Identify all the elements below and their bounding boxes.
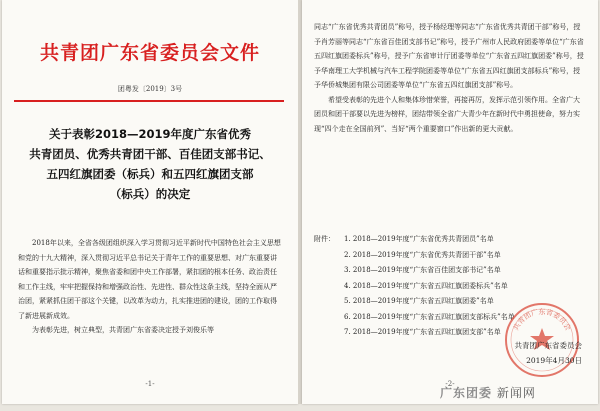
paragraph: 为表彰先进，树立典型，共青团广东省委决定授予刘俊乐等 [32, 326, 214, 334]
document-title [2, 124, 298, 204]
page-1 [2, 0, 298, 404]
paragraph: 2018年以来，全省各级团组织深入学习贯彻习近平新时代中国特色社会主义思想和党的十九大精神，深入贯彻习近平总书记关于青年工作的重要思想、对广东重要讲话和重要指示批示精神，聚焦省委和团中央工作部署，紧扣团的根本任务、政治责任和工作主线，牢牢把握保持和增强政治性、先进性、群众性这条主线，坚持全面从严治团，紧紧抓住团干部这个关键，以改革为动力，扎实推进团的建设，团的工作取得了新进展新成效。 [18, 239, 281, 320]
source-watermark [440, 384, 536, 401]
paragraph: 希望受表彰的先进个人和集体珍惜荣誉，再接再厉，发挥示范引领作用。全省广大团员和团干部要以先进为榜样，团结带领全省广大青少年在新时代中勇担使命，努力实现“四个走在全国前列”、当好“两个重要窗口”作出新的更大贡献。 [314, 95, 580, 133]
attachment-label: 附件： [314, 235, 335, 243]
body-text [314, 20, 586, 136]
page-number: -2- [445, 380, 455, 388]
title-line: 关于表彰2018—2019年度广东省优秀 [48, 127, 251, 141]
red-divider-line [14, 100, 284, 102]
document-header: 共青团广东省委员会文件 [39, 42, 260, 64]
signature-block [452, 338, 582, 368]
attachment-item: 3. 2018—2019年度“广东省百佳团支部书记”名单 [344, 266, 501, 274]
paragraph: 同志“广东省优秀共青团员”称号，授予杨经理等同志“广东省优秀共青团干部”称号，授予肖芳丽等同志“广东省百佳团支部书记”称号，授予广州市人民政府团委等单位“广东省五四红旗团委标兵”称号，授予广东省审计厅团委等单位“广东省五四红旗团委”称号，授予华南理工大学机械与汽车工程学院团委等单位“广东省五四红旗团支部标兵”称号，授予华侨城集团有限公司团委等单位“广东省五四红旗团支部”称号。 [314, 23, 584, 89]
title-line: 五四红旗团委（标兵）和五四红旗团支部 [46, 167, 254, 181]
page-number: -1- [145, 380, 155, 388]
issuer-name: 共青团广东省委员会 [514, 341, 582, 350]
title-line: 共青团员、优秀共青团干部、百佳团支部书记、 [29, 147, 271, 161]
seal-text: 共青团广东省委员会 [512, 308, 572, 332]
issue-date: 2019年4月30日 [526, 356, 582, 365]
body-text [18, 236, 282, 338]
attachment-item: 附件： 1. 2018—2019年度“广东省优秀共青团员”名单 [314, 232, 586, 248]
attachment-item: 2. 2018—2019年度“广东省优秀共青团干部”名单 [344, 250, 501, 259]
watermark-site: 新闻网 [496, 386, 536, 400]
title-line: （标兵）的决定 [109, 187, 191, 201]
attachment-item: 6. 2018—2019年度“广东省五四红旗团支部标兵”名单 [344, 312, 515, 321]
page-2 [302, 0, 598, 404]
attachment-item: 5. 2018—2019年度“广东省五四红旗团委”名单 [344, 297, 494, 305]
document-number: 团粤发〔2019〕3号 [117, 85, 183, 93]
attachment-item: 7. 2018—2019年度“广东省五四红旗团支部”名单 [344, 328, 501, 336]
watermark-logo: 广东团委 [440, 386, 493, 400]
attachment-item: 4. 2018—2019年度“广东省五四红旗团委标兵”名单 [344, 281, 508, 290]
